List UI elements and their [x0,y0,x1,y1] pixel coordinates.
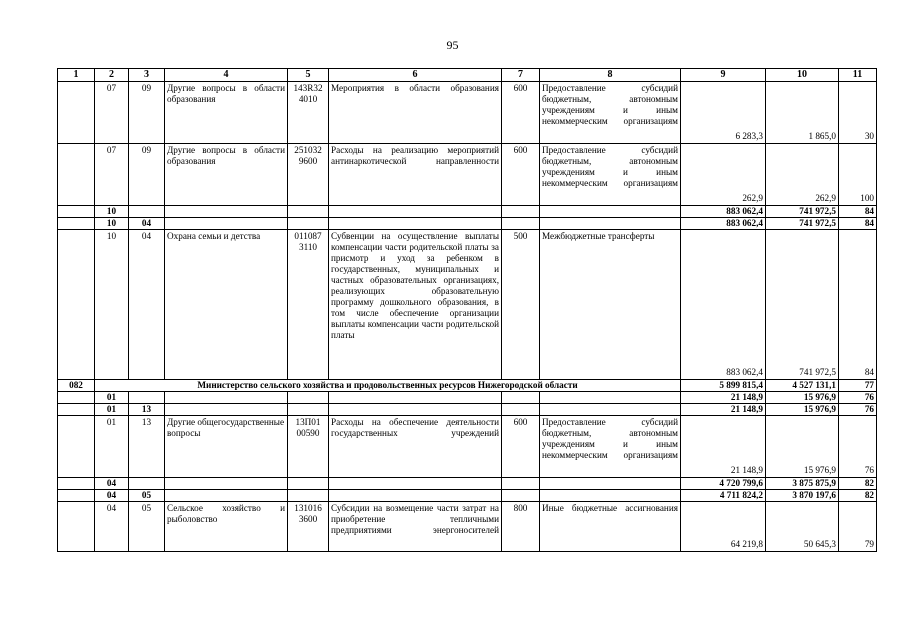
cell-actual: 1 865,0 [766,82,839,144]
cell-empty [288,218,329,230]
cell-actual: 4 527 131,1 [766,380,839,392]
cell-target-code: 251032 9600 [288,144,329,206]
table-row [58,230,877,380]
cell-empty [502,404,540,416]
column-header: 5 [288,69,329,82]
cell-expense-type: 600 [502,82,540,144]
cell-subsection: 09 [129,144,165,206]
cell-plan: 21 148,9 [681,404,766,416]
cell-admin [58,502,95,552]
cell-target-name: Мероприятия в области образования [329,82,502,144]
cell-percent: 84 [839,218,877,230]
cell-actual: 3 875 875,9 [766,478,839,490]
cell-section: 04 [95,478,129,490]
cell-percent: 76 [839,392,877,404]
cell-subsection [129,392,165,404]
cell-actual: 15 976,9 [766,404,839,416]
cell-empty [329,206,502,218]
cell-percent: 77 [839,380,877,392]
cell-empty [288,404,329,416]
column-header: 7 [502,69,540,82]
cell-actual: 741 972,5 [766,218,839,230]
cell-percent: 30 [839,82,877,144]
cell-subsection-name: Охрана семьи и детства [165,230,288,380]
page-number: 95 [446,38,459,52]
cell-percent: 79 [839,502,877,552]
cell-empty [502,478,540,490]
cell-subsection-name: Сельское хозяйство и рыболовство [165,502,288,552]
cell-target-code: 011087 3110 [288,230,329,380]
ministry-title: Министерство сельского хозяйства и продовольственных ресурсов Нижегородской области [95,380,681,392]
cell-empty [502,218,540,230]
cell-actual: 741 972,5 [766,230,839,380]
header-row [58,69,877,82]
ministry-row [58,380,877,392]
column-header: 3 [129,69,165,82]
cell-actual: 50 645,3 [766,502,839,552]
cell-subsection: 04 [129,218,165,230]
cell-empty [288,490,329,502]
cell-actual: 15 976,9 [766,392,839,404]
cell-plan: 4 720 799,6 [681,478,766,490]
cell-empty [329,218,502,230]
cell-section: 07 [95,82,129,144]
cell-admin [58,416,95,478]
cell-empty [165,206,288,218]
table-row [58,82,877,144]
cell-target-code: 13П01 00590 [288,416,329,478]
cell-plan: 883 062,4 [681,218,766,230]
cell-percent: 84 [839,206,877,218]
cell-subsection-name: Другие вопросы в области образования [165,82,288,144]
column-header: 10 [766,69,839,82]
cell-empty [540,206,681,218]
cell-section: 10 [95,206,129,218]
cell-section: 04 [95,502,129,552]
cell-empty [165,404,288,416]
cell-empty [165,478,288,490]
cell-subsection [129,478,165,490]
cell-admin [58,490,95,502]
subtotal-row [58,206,877,218]
cell-target-code: 131016 3600 [288,502,329,552]
table-row [58,144,877,206]
subtotal-row [58,404,877,416]
cell-section: 10 [95,218,129,230]
subtotal-row [58,218,877,230]
cell-section: 01 [95,404,129,416]
cell-subsection: 05 [129,502,165,552]
cell-plan: 64 219,8 [681,502,766,552]
cell-empty [288,392,329,404]
subtotal-row [58,478,877,490]
cell-percent: 82 [839,478,877,490]
column-header: 2 [95,69,129,82]
cell-plan: 21 148,9 [681,416,766,478]
cell-section: 04 [95,490,129,502]
cell-empty [329,490,502,502]
cell-admin [58,392,95,404]
cell-admin [58,144,95,206]
cell-actual: 262,9 [766,144,839,206]
cell-target-code: 143R32 4010 [288,82,329,144]
cell-percent: 76 [839,404,877,416]
cell-admin [58,404,95,416]
cell-empty [540,490,681,502]
cell-expense-name: Предоставление субсидий бюджетным, автономным учреждениям и иным некоммерческим организациям [540,82,681,144]
cell-subsection: 04 [129,230,165,380]
cell-expense-type: 500 [502,230,540,380]
cell-plan: 6 283,3 [681,82,766,144]
subtotal-row [58,490,877,502]
cell-subsection: 13 [129,416,165,478]
cell-empty [502,206,540,218]
cell-empty [329,392,502,404]
cell-admin [58,230,95,380]
column-header: 8 [540,69,681,82]
cell-expense-name: Предоставление субсидий бюджетным, автономным учреждениям и иным некоммерческим организациям [540,416,681,478]
cell-subsection: 05 [129,490,165,502]
cell-section: 01 [95,392,129,404]
column-header: 9 [681,69,766,82]
cell-empty [502,490,540,502]
cell-expense-name: Предоставление субсидий бюджетным, автономным учреждениям и иным некоммерческим организациям [540,144,681,206]
cell-plan: 5 899 815,4 [681,380,766,392]
cell-target-name: Субвенции на осуществление выплаты компенсации части родительской платы за присмотр и уход за ребенком в государственных, муниципальных и частных образовательных организациях, реализующих образовательную программу дошкольного образования, в том числе обеспечение организации выплаты компенсации части родительской платы [329,230,502,380]
budget-table [57,68,877,552]
cell-target-name: Расходы на обеспечение деятельности государственных учреждений [329,416,502,478]
cell-empty [540,218,681,230]
cell-subsection-name: Другие общегосударственные вопросы [165,416,288,478]
cell-expense-type: 600 [502,144,540,206]
cell-percent: 82 [839,490,877,502]
cell-expense-type: 800 [502,502,540,552]
column-header: 4 [165,69,288,82]
column-header: 1 [58,69,95,82]
cell-admin [58,82,95,144]
cell-expense-type: 600 [502,416,540,478]
column-header: 11 [839,69,877,82]
cell-percent: 84 [839,230,877,380]
cell-subsection [129,206,165,218]
cell-empty [165,218,288,230]
cell-percent: 100 [839,144,877,206]
cell-expense-name: Иные бюджетные ассигнования [540,502,681,552]
cell-subsection: 09 [129,82,165,144]
column-header: 6 [329,69,502,82]
cell-admin [58,206,95,218]
cell-empty [540,404,681,416]
table-row [58,502,877,552]
cell-plan: 262,9 [681,144,766,206]
cell-empty [502,392,540,404]
cell-plan: 4 711 824,2 [681,490,766,502]
cell-empty [540,392,681,404]
cell-subsection: 13 [129,404,165,416]
cell-section: 10 [95,230,129,380]
cell-subsection-name: Другие вопросы в области образования [165,144,288,206]
table-row [58,416,877,478]
cell-actual: 741 972,5 [766,206,839,218]
cell-empty [288,206,329,218]
cell-empty [540,478,681,490]
cell-section: 01 [95,416,129,478]
cell-admin [58,478,95,490]
cell-plan: 883 062,4 [681,206,766,218]
cell-empty [165,490,288,502]
cell-plan: 21 148,9 [681,392,766,404]
cell-actual: 15 976,9 [766,416,839,478]
cell-admin: 082 [58,380,95,392]
subtotal-row [58,392,877,404]
cell-target-name: Субсидии на возмещение части затрат на приобретение тепличными предприятиями энергоносителей [329,502,502,552]
cell-empty [329,404,502,416]
cell-percent: 76 [839,416,877,478]
cell-expense-name: Межбюджетные трансферты [540,230,681,380]
cell-target-name: Расходы на реализацию мероприятий антинаркотической направленности [329,144,502,206]
cell-section: 07 [95,144,129,206]
cell-actual: 3 870 197,6 [766,490,839,502]
cell-empty [288,478,329,490]
cell-plan: 883 062,4 [681,230,766,380]
cell-admin [58,218,95,230]
cell-empty [329,478,502,490]
cell-empty [165,392,288,404]
